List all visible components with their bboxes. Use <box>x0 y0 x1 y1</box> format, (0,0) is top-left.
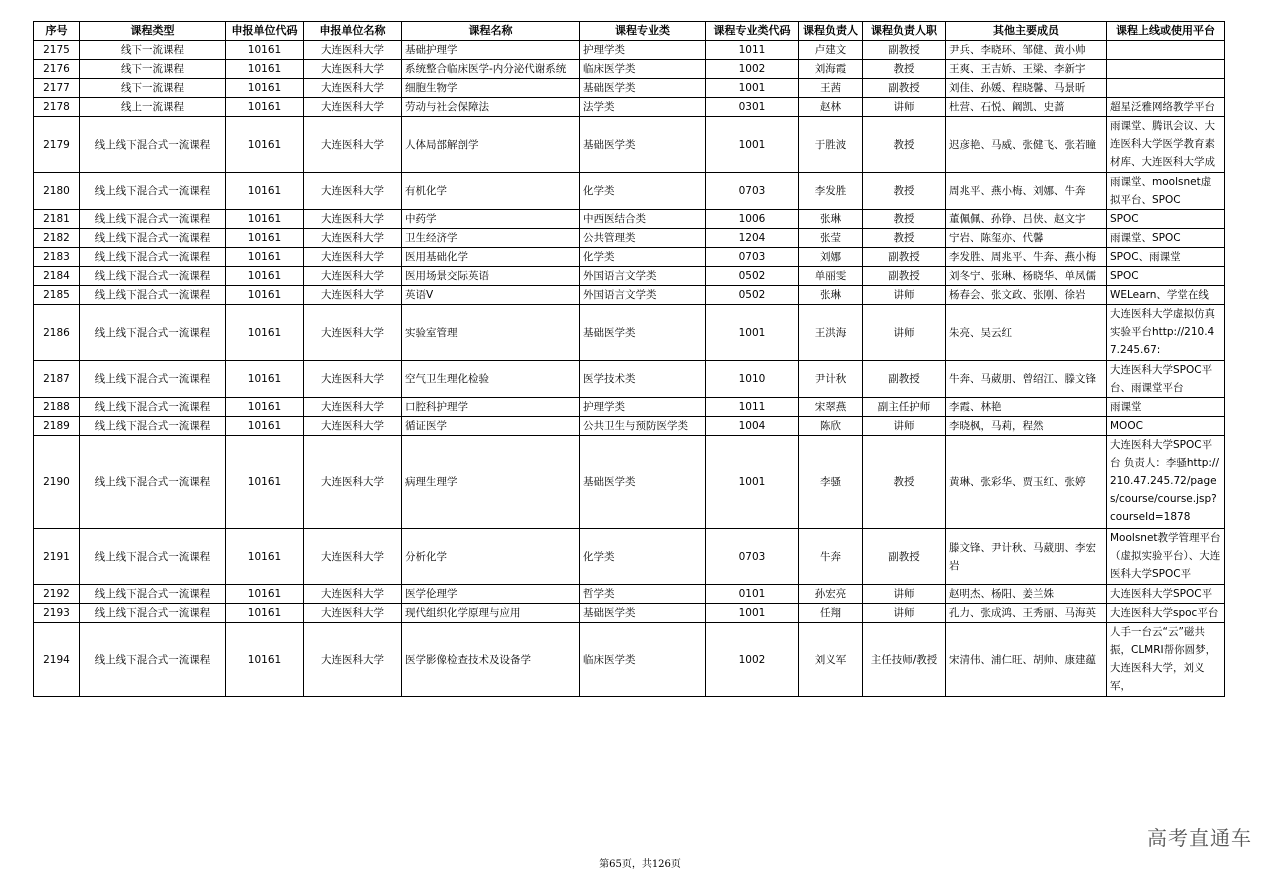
cell-course-category: 公共管理类 <box>580 229 706 248</box>
cell-unit-code: 10161 <box>226 604 304 623</box>
platform-text: 雨课堂、moolsnet虚拟平台、SPOC <box>1110 176 1212 206</box>
header-cell: 课程专业类 <box>580 22 706 41</box>
cell-row-id: 2181 <box>34 210 80 229</box>
cell-course-leader: 任翔 <box>799 604 863 623</box>
cell-other-members: 朱亮、吴云红 <box>946 305 1107 361</box>
cell-unit-name: 大连医科大学 <box>304 229 402 248</box>
cell-row-id: 2192 <box>34 585 80 604</box>
table-row <box>34 41 1225 60</box>
cell-course-type: 线上线下混合式一流课程 <box>80 229 226 248</box>
table-row <box>34 229 1225 248</box>
platform-text: 人手一台云“云”磁共振，CLMRI帮你圆梦，大连医科大学，刘义军， <box>1110 626 1217 692</box>
platform-text: 雨课堂、SPOC <box>1110 232 1181 244</box>
cell-course-type: 线上线下混合式一流课程 <box>80 248 226 267</box>
cell-course-leader: 张莹 <box>799 229 863 248</box>
cell-course-category: 基础医学类 <box>580 436 706 529</box>
cell-unit-name: 大连医科大学 <box>304 529 402 585</box>
table-row <box>34 79 1225 98</box>
cell-category-code: 1001 <box>706 436 799 529</box>
platform-text: MOOC <box>1110 420 1143 432</box>
cell-unit-name: 大连医科大学 <box>304 248 402 267</box>
cell-other-members: 刘冬宁、张琳、杨晓华、单凤儒 <box>946 267 1107 286</box>
header-cell: 其他主要成员 <box>946 22 1107 41</box>
cell-row-id: 2186 <box>34 305 80 361</box>
cell-course-category: 基础医学类 <box>580 604 706 623</box>
cell-course-name: 循证医学 <box>402 417 580 436</box>
cell-course-leader: 李发胜 <box>799 173 863 210</box>
cell-course-name: 分析化学 <box>402 529 580 585</box>
cell-unit-name: 大连医科大学 <box>304 173 402 210</box>
table-row <box>34 417 1225 436</box>
platform-text: WELearn、学堂在线 <box>1110 289 1209 301</box>
cell-row-id: 2193 <box>34 604 80 623</box>
cell-leader-title: 讲师 <box>863 604 946 623</box>
cell-platform <box>1107 398 1225 417</box>
cell-category-code: 0502 <box>706 267 799 286</box>
cell-course-leader: 孙宏亮 <box>799 585 863 604</box>
cell-course-category: 临床医学类 <box>580 60 706 79</box>
table-row <box>34 267 1225 286</box>
table-row <box>34 361 1225 398</box>
cell-leader-title: 副教授 <box>863 41 946 60</box>
cell-unit-code: 10161 <box>226 79 304 98</box>
cell-course-type: 线上线下混合式一流课程 <box>80 529 226 585</box>
cell-course-leader: 陈欣 <box>799 417 863 436</box>
header-cell: 课程上线或使用平台 <box>1107 22 1225 41</box>
cell-unit-name: 大连医科大学 <box>304 41 402 60</box>
cell-unit-name: 大连医科大学 <box>304 398 402 417</box>
header-cell: 课程负责人职 <box>863 22 946 41</box>
cell-course-category: 外国语言文学类 <box>580 286 706 305</box>
cell-unit-name: 大连医科大学 <box>304 417 402 436</box>
cell-other-members: 迟彦艳、马威、张健飞、张若瞳 <box>946 117 1107 173</box>
cell-platform <box>1107 117 1225 173</box>
cell-category-code: 1011 <box>706 41 799 60</box>
cell-other-members: 牛奔、马葳朋、曾绍江、滕文锋 <box>946 361 1107 398</box>
cell-unit-code: 10161 <box>226 529 304 585</box>
cell-category-code: 1001 <box>706 117 799 173</box>
cell-course-category: 护理学类 <box>580 41 706 60</box>
cell-row-id: 2178 <box>34 98 80 117</box>
cell-category-code: 0101 <box>706 585 799 604</box>
cell-course-name: 病理生理学 <box>402 436 580 529</box>
cell-unit-name: 大连医科大学 <box>304 361 402 398</box>
cell-platform <box>1107 210 1225 229</box>
cell-course-leader: 卢建文 <box>799 41 863 60</box>
cell-platform <box>1107 529 1225 585</box>
cell-course-type: 线上线下混合式一流课程 <box>80 623 226 697</box>
cell-course-name: 中药学 <box>402 210 580 229</box>
cell-course-type: 线下一流课程 <box>80 41 226 60</box>
cell-unit-name: 大连医科大学 <box>304 79 402 98</box>
cell-course-type: 线上线下混合式一流课程 <box>80 585 226 604</box>
cell-unit-code: 10161 <box>226 60 304 79</box>
cell-category-code: 0703 <box>706 248 799 267</box>
platform-text: 雨课堂 <box>1110 401 1142 413</box>
table-row <box>34 248 1225 267</box>
cell-leader-title: 讲师 <box>863 98 946 117</box>
table-row <box>34 436 1225 529</box>
cell-course-category: 法学类 <box>580 98 706 117</box>
cell-other-members: 李晓枫，马莉，程然 <box>946 417 1107 436</box>
cell-course-name: 卫生经济学 <box>402 229 580 248</box>
cell-course-name: 有机化学 <box>402 173 580 210</box>
header-row <box>34 22 1225 41</box>
cell-course-leader: 赵林 <box>799 98 863 117</box>
cell-leader-title: 副教授 <box>863 248 946 267</box>
cell-category-code: 0301 <box>706 98 799 117</box>
cell-leader-title: 副主任护师 <box>863 398 946 417</box>
cell-platform <box>1107 585 1225 604</box>
platform-text: 大连医科大学SPOC平 <box>1110 588 1213 600</box>
cell-category-code: 1001 <box>706 79 799 98</box>
table-row <box>34 60 1225 79</box>
cell-platform <box>1107 604 1225 623</box>
cell-course-leader: 单丽雯 <box>799 267 863 286</box>
cell-unit-name: 大连医科大学 <box>304 117 402 173</box>
cell-row-id: 2190 <box>34 436 80 529</box>
cell-row-id: 2175 <box>34 41 80 60</box>
header-cell: 课程类型 <box>80 22 226 41</box>
cell-course-leader: 牛奔 <box>799 529 863 585</box>
platform-text: 大连医科大学SPOC平台、雨课堂平台 <box>1110 364 1213 394</box>
cell-unit-name: 大连医科大学 <box>304 305 402 361</box>
cell-category-code: 0703 <box>706 173 799 210</box>
cell-course-category: 化学类 <box>580 529 706 585</box>
cell-category-code: 1002 <box>706 623 799 697</box>
cell-course-name: 实验室管理 <box>402 305 580 361</box>
cell-course-name: 现代组织化学原理与应用 <box>402 604 580 623</box>
cell-other-members: 杜营、石悦、阚凯、史蔷 <box>946 98 1107 117</box>
cell-course-name: 劳动与社会保障法 <box>402 98 580 117</box>
cell-course-name: 细胞生物学 <box>402 79 580 98</box>
cell-course-name: 医用基础化学 <box>402 248 580 267</box>
cell-platform <box>1107 436 1225 529</box>
cell-unit-name: 大连医科大学 <box>304 210 402 229</box>
cell-other-members: 刘佳、孙媛、程晓馨、马景昕 <box>946 79 1107 98</box>
cell-other-members: 孔力、张成鸿、王秀丽、马海英 <box>946 604 1107 623</box>
cell-leader-title: 教授 <box>863 173 946 210</box>
cell-course-leader: 刘义军 <box>799 623 863 697</box>
table-row <box>34 305 1225 361</box>
cell-leader-title: 讲师 <box>863 305 946 361</box>
cell-course-name: 基础护理学 <box>402 41 580 60</box>
cell-course-name: 医用场景交际英语 <box>402 267 580 286</box>
cell-other-members: 宋清伟、浦仁旺、胡帅、康建蕴 <box>946 623 1107 697</box>
cell-course-type: 线上线下混合式一流课程 <box>80 117 226 173</box>
cell-category-code: 1001 <box>706 305 799 361</box>
cell-platform <box>1107 60 1225 79</box>
cell-category-code: 1006 <box>706 210 799 229</box>
cell-unit-name: 大连医科大学 <box>304 286 402 305</box>
cell-course-leader: 刘娜 <box>799 248 863 267</box>
cell-leader-title: 讲师 <box>863 585 946 604</box>
cell-leader-title: 副教授 <box>863 79 946 98</box>
cell-leader-title: 教授 <box>863 60 946 79</box>
cell-unit-code: 10161 <box>226 286 304 305</box>
cell-course-leader: 李骚 <box>799 436 863 529</box>
cell-unit-code: 10161 <box>226 585 304 604</box>
cell-course-name: 医学影像检查技术及设备学 <box>402 623 580 697</box>
cell-other-members: 赵明杰、杨阳、姜兰姝 <box>946 585 1107 604</box>
header-cell: 课程负责人 <box>799 22 863 41</box>
cell-row-id: 2185 <box>34 286 80 305</box>
cell-category-code: 1010 <box>706 361 799 398</box>
platform-text: Moolsnet教学管理平台（虚拟实验平台）、大连医科大学SPOC平 <box>1110 532 1221 580</box>
cell-course-leader: 尹计秋 <box>799 361 863 398</box>
cell-other-members: 董佩佩、孙铮、吕侠、赵文宇 <box>946 210 1107 229</box>
course-table <box>33 21 1225 697</box>
cell-leader-title: 教授 <box>863 436 946 529</box>
cell-other-members: 黄琳、张彩华、贾玉红、张婷 <box>946 436 1107 529</box>
cell-other-members: 李发胜、周兆平、牛奔、燕小梅 <box>946 248 1107 267</box>
cell-course-type: 线上线下混合式一流课程 <box>80 417 226 436</box>
cell-row-id: 2188 <box>34 398 80 417</box>
cell-course-type: 线上一流课程 <box>80 98 226 117</box>
cell-other-members: 杨春会、张文政、张刚、徐岩 <box>946 286 1107 305</box>
table-row <box>34 117 1225 173</box>
table-row <box>34 98 1225 117</box>
cell-other-members: 宁岩、陈玺亦、代馨 <box>946 229 1107 248</box>
table-row <box>34 604 1225 623</box>
cell-other-members: 李霞、林艳 <box>946 398 1107 417</box>
cell-course-name: 医学伦理学 <box>402 585 580 604</box>
cell-row-id: 2179 <box>34 117 80 173</box>
cell-platform <box>1107 417 1225 436</box>
cell-leader-title: 主任技师/教授 <box>863 623 946 697</box>
cell-unit-name: 大连医科大学 <box>304 436 402 529</box>
platform-text: SPOC <box>1110 270 1139 282</box>
cell-other-members: 王爽、王吉娇、王梁、李新宇 <box>946 60 1107 79</box>
platform-text: 雨课堂、腾讯会议、大连医科大学医学教育素材库、大连医科大学成 <box>1110 120 1215 168</box>
cell-platform <box>1107 229 1225 248</box>
cell-row-id: 2177 <box>34 79 80 98</box>
cell-leader-title: 副教授 <box>863 529 946 585</box>
cell-platform <box>1107 286 1225 305</box>
cell-row-id: 2183 <box>34 248 80 267</box>
cell-leader-title: 副教授 <box>863 267 946 286</box>
cell-leader-title: 讲师 <box>863 286 946 305</box>
cell-course-type: 线上线下混合式一流课程 <box>80 398 226 417</box>
cell-row-id: 2194 <box>34 623 80 697</box>
cell-course-type: 线下一流课程 <box>80 60 226 79</box>
cell-platform <box>1107 41 1225 60</box>
cell-course-name: 口腔科护理学 <box>402 398 580 417</box>
cell-row-id: 2187 <box>34 361 80 398</box>
cell-unit-code: 10161 <box>226 210 304 229</box>
cell-course-category: 化学类 <box>580 248 706 267</box>
cell-leader-title: 教授 <box>863 229 946 248</box>
cell-unit-name: 大连医科大学 <box>304 585 402 604</box>
cell-unit-code: 10161 <box>226 623 304 697</box>
cell-row-id: 2182 <box>34 229 80 248</box>
table-row <box>34 398 1225 417</box>
cell-course-category: 护理学类 <box>580 398 706 417</box>
table-row <box>34 210 1225 229</box>
cell-course-type: 线上线下混合式一流课程 <box>80 286 226 305</box>
watermark: 高考直通车 <box>1147 826 1252 850</box>
cell-course-name: 英语V <box>402 286 580 305</box>
cell-unit-name: 大连医科大学 <box>304 60 402 79</box>
cell-course-category: 中西医结合类 <box>580 210 706 229</box>
cell-platform <box>1107 173 1225 210</box>
cell-course-category: 外国语言文学类 <box>580 267 706 286</box>
header-cell: 申报单位代码 <box>226 22 304 41</box>
cell-row-id: 2176 <box>34 60 80 79</box>
cell-course-leader: 王茜 <box>799 79 863 98</box>
platform-text: 超星泛雅网络教学平台 <box>1110 101 1215 113</box>
cell-category-code: 0703 <box>706 529 799 585</box>
cell-platform <box>1107 248 1225 267</box>
platform-text: SPOC <box>1110 213 1139 225</box>
table-row <box>34 623 1225 697</box>
cell-row-id: 2184 <box>34 267 80 286</box>
cell-course-category: 化学类 <box>580 173 706 210</box>
cell-row-id: 2191 <box>34 529 80 585</box>
cell-platform <box>1107 267 1225 286</box>
cell-course-type: 线上线下混合式一流课程 <box>80 173 226 210</box>
cell-unit-code: 10161 <box>226 41 304 60</box>
platform-text: 大连医科大学虚拟仿真实验平台http://210.47.245.67: <box>1110 308 1215 356</box>
cell-course-type: 线上线下混合式一流课程 <box>80 361 226 398</box>
cell-course-type: 线下一流课程 <box>80 79 226 98</box>
cell-unit-code: 10161 <box>226 248 304 267</box>
cell-course-leader: 宋翠燕 <box>799 398 863 417</box>
cell-course-category: 哲学类 <box>580 585 706 604</box>
cell-unit-code: 10161 <box>226 229 304 248</box>
table-row <box>34 529 1225 585</box>
cell-course-category: 基础医学类 <box>580 305 706 361</box>
cell-unit-name: 大连医科大学 <box>304 604 402 623</box>
cell-course-type: 线上线下混合式一流课程 <box>80 305 226 361</box>
cell-other-members: 周兆平、燕小梅、刘娜、牛奔 <box>946 173 1107 210</box>
cell-course-leader: 王洪海 <box>799 305 863 361</box>
cell-unit-code: 10161 <box>226 173 304 210</box>
cell-course-leader: 刘海霞 <box>799 60 863 79</box>
cell-row-id: 2189 <box>34 417 80 436</box>
cell-category-code: 1204 <box>706 229 799 248</box>
header-cell: 序号 <box>34 22 80 41</box>
cell-category-code: 1001 <box>706 604 799 623</box>
cell-leader-title: 教授 <box>863 210 946 229</box>
cell-course-type: 线上线下混合式一流课程 <box>80 604 226 623</box>
cell-unit-code: 10161 <box>226 98 304 117</box>
cell-other-members: 尹兵、李晓环、邹健、黄小帅 <box>946 41 1107 60</box>
page-footer: 第65页，共126页 <box>599 859 681 870</box>
cell-platform <box>1107 623 1225 697</box>
cell-platform <box>1107 98 1225 117</box>
platform-text: SPOC、雨课堂 <box>1110 251 1181 263</box>
cell-course-name: 系统整合临床医学-内分泌代谢系统 <box>402 60 580 79</box>
cell-course-leader: 于胜波 <box>799 117 863 173</box>
cell-course-name: 空气卫生理化检验 <box>402 361 580 398</box>
cell-unit-code: 10161 <box>226 361 304 398</box>
table-row <box>34 173 1225 210</box>
cell-course-category: 基础医学类 <box>580 117 706 173</box>
cell-leader-title: 讲师 <box>863 417 946 436</box>
cell-platform <box>1107 361 1225 398</box>
cell-course-name: 人体局部解剖学 <box>402 117 580 173</box>
cell-unit-name: 大连医科大学 <box>304 98 402 117</box>
cell-unit-name: 大连医科大学 <box>304 267 402 286</box>
table-row <box>34 286 1225 305</box>
cell-category-code: 1002 <box>706 60 799 79</box>
cell-unit-name: 大连医科大学 <box>304 623 402 697</box>
platform-text: 大连医科大学SPOC平台 负责人：李骚http://210.47.245.72/pages/course/course.jsp?courseId=1878 <box>1110 439 1220 523</box>
cell-leader-title: 副教授 <box>863 361 946 398</box>
table-row <box>34 585 1225 604</box>
cell-unit-code: 10161 <box>226 305 304 361</box>
cell-row-id: 2180 <box>34 173 80 210</box>
cell-unit-code: 10161 <box>226 117 304 173</box>
cell-other-members: 滕文锋、尹计秋、马葳朋、李宏岩 <box>946 529 1107 585</box>
header-cell: 课程名称 <box>402 22 580 41</box>
cell-course-type: 线上线下混合式一流课程 <box>80 267 226 286</box>
cell-course-category: 基础医学类 <box>580 79 706 98</box>
cell-course-category: 公共卫生与预防医学类 <box>580 417 706 436</box>
cell-category-code: 1011 <box>706 398 799 417</box>
cell-unit-code: 10161 <box>226 417 304 436</box>
header-cell: 课程专业类代码 <box>706 22 799 41</box>
cell-platform <box>1107 305 1225 361</box>
cell-course-category: 医学技术类 <box>580 361 706 398</box>
cell-course-leader: 张琳 <box>799 210 863 229</box>
cell-leader-title: 教授 <box>863 117 946 173</box>
cell-course-type: 线上线下混合式一流课程 <box>80 210 226 229</box>
cell-course-leader: 张琳 <box>799 286 863 305</box>
cell-category-code: 1004 <box>706 417 799 436</box>
cell-unit-code: 10161 <box>226 267 304 286</box>
cell-unit-code: 10161 <box>226 398 304 417</box>
cell-course-type: 线上线下混合式一流课程 <box>80 436 226 529</box>
platform-text: 大连医科大学spoc平台 <box>1110 607 1219 619</box>
header-cell: 申报单位名称 <box>304 22 402 41</box>
cell-category-code: 0502 <box>706 286 799 305</box>
cell-unit-code: 10161 <box>226 436 304 529</box>
cell-course-category: 临床医学类 <box>580 623 706 697</box>
cell-platform <box>1107 79 1225 98</box>
